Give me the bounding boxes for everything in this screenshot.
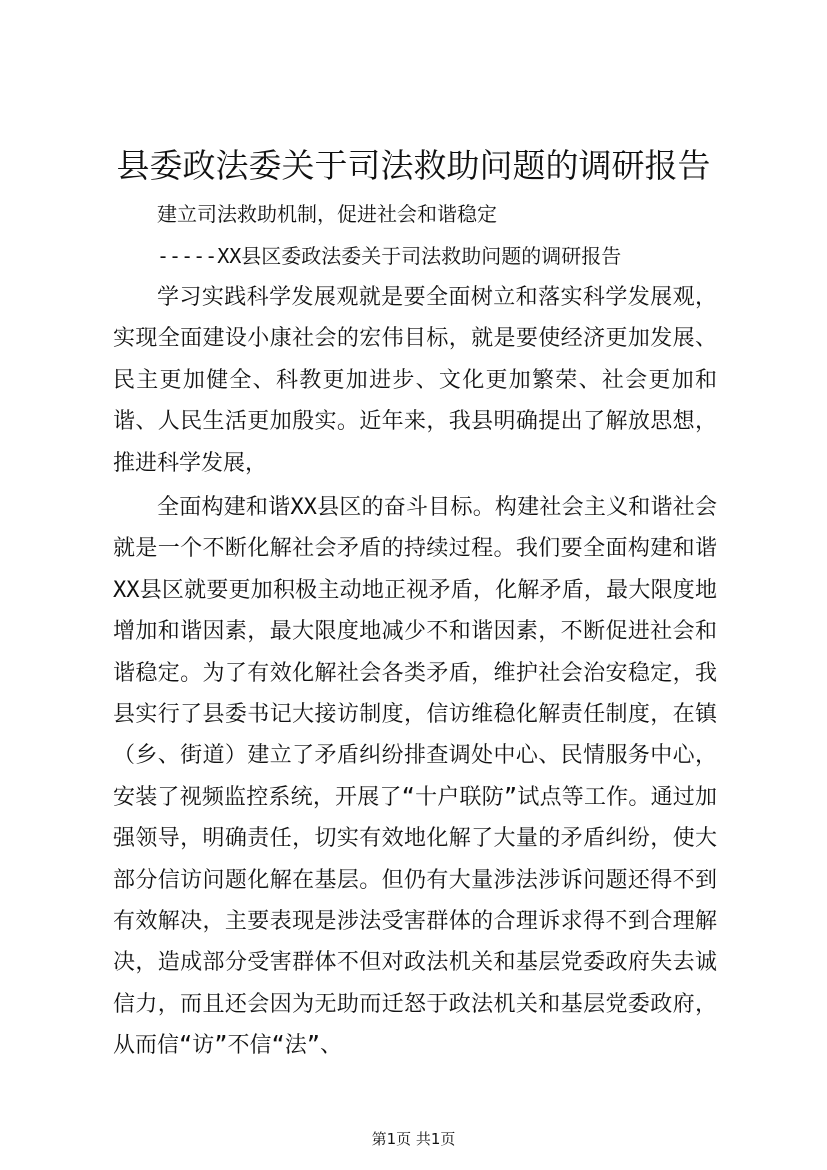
body-paragraph: 全面构建和谐XX县区的奋斗目标。构建社会主义和谐社会就是一个不断化解社会矛盾的持续过程。我们要全面构建和谐XX县区就要更加积极主动地正视矛盾，化解矛盾，最大限度地增加和谐因素，最大限度地减少不和谐因素，不断促进社会和谐稳定。为了有效化解社会各类矛盾，维护社会治安稳定，我县实行了县委书记大接访制度，信访维稳化解责任制度，在镇（乡、街道）建立了矛盾纠纷排查调处中心、民情服务中心，安装了视频监控系统，开展了“十户联防”试点等工作。通过加强领导，明确责任，切实有效地化解了大量的矛盾纠纷，使大部分信访问题化解在基层。但仍有大量涉法涉诉问题还得不到有效解决，主要表现是涉法受害群体的合理诉求得不到合理解决，造成部分受害群体不但对政法机关和基层党委政府失去诚信力，而且还会因为无助而迁怒于政法机关和基层党委政府，从而信“访”不信“法”、 (113, 495, 717, 1059)
document-title: 县委政法委关于司法救助问题的调研报告 (116, 146, 711, 185)
page-footer: 第1页 共1页 (371, 1130, 456, 1148)
document-byline: -----XX县区委政法委关于司法救助问题的调研报告 (157, 244, 622, 268)
document-subtitle: 建立司法救助机制，促进社会和谐稳定 (157, 202, 497, 226)
body-paragraph: 学习实践科学发展观就是要全面树立和落实科学发展观，实现全面建设小康社会的宏伟目标，就是要使经济更加发展、民主更加健全、科教更加进步、文化更加繁荣、社会更加和谐、人民生活更加殷实。近年来，我县明确提出了解放思想，推进科学发展， (113, 285, 717, 476)
